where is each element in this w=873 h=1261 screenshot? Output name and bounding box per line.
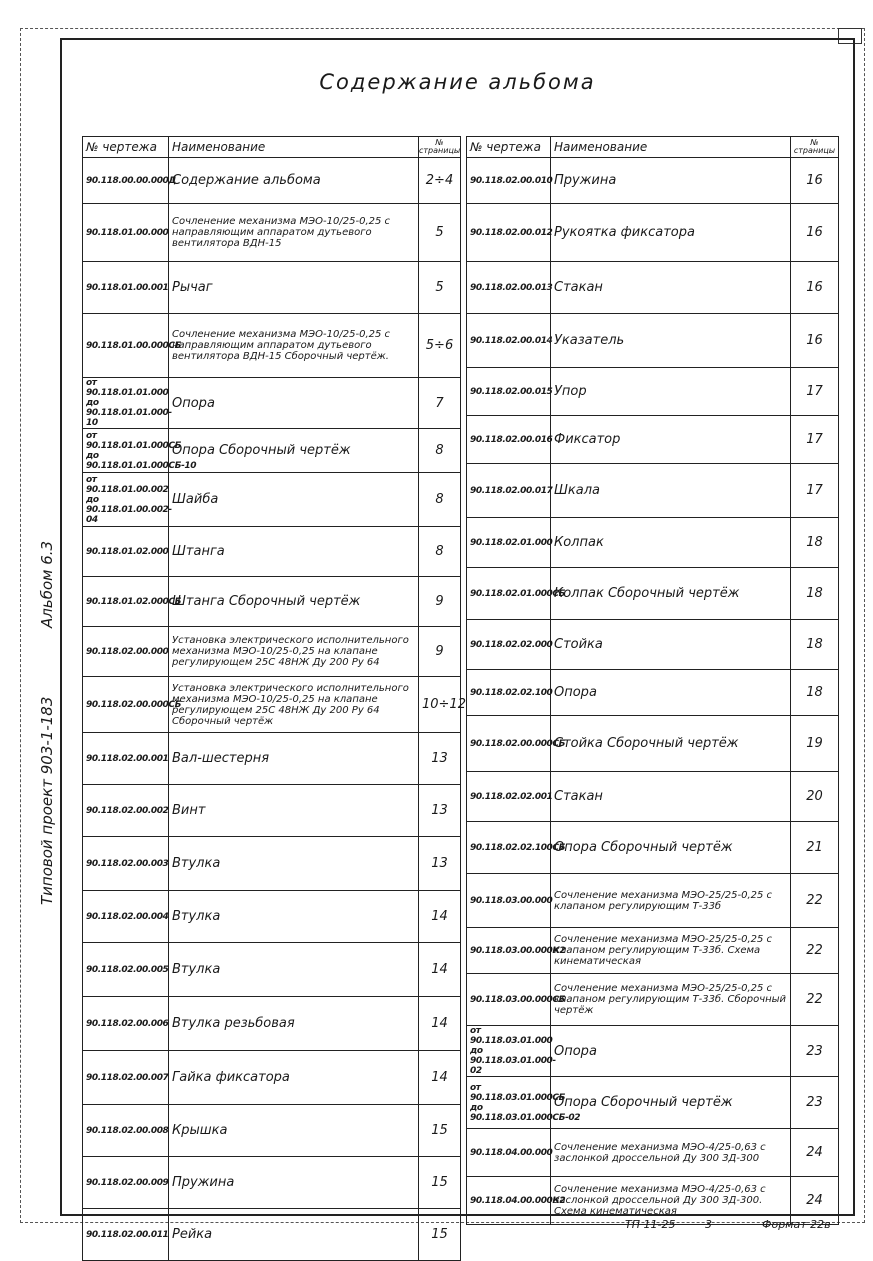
page-number: 18 [791,620,839,670]
page-number: 16 [791,314,839,368]
page-number: 9 [419,577,461,627]
page-number: 18 [791,518,839,568]
header-page: № страницы [791,137,839,158]
table-row [467,974,839,1026]
drawing-name: Опора Сборочный чертёж [169,429,419,473]
drawing-name: Опора [169,378,419,429]
right-contents-table [466,136,839,1225]
drawing-name: Гайка фиксатора [169,1051,419,1105]
table-row [467,772,839,822]
table-row [467,1077,839,1129]
drawing-number: 90.118.02.00.014 [467,314,551,368]
drawing-name: Шайба [169,473,419,527]
table-row [467,314,839,368]
page-number: 15 [419,1209,461,1261]
drawing-name: Винт [169,785,419,837]
drawing-number: 90.118.02.00.011 [83,1209,169,1261]
page-number: 18 [791,568,839,620]
drawing-name: Колпак Сборочный чертёж [551,568,791,620]
drawing-name: Сочленение механизма МЭО-4/25-0,63 с заслонкой дроссельной Ду 300 ЗД-300 [551,1129,791,1177]
drawing-number: 90.118.02.00.017 [467,464,551,518]
table-row [83,378,461,429]
drawing-number: 90.118.02.00.008 [83,1105,169,1157]
drawing-name: Сочленение механизма МЭО-4/25-0,63 с заслонкой дроссельной Ду 300 ЗД-300. Схема кинематическая [551,1177,791,1225]
page-number: 5 [419,204,461,262]
drawing-name: Упор [551,368,791,416]
page-number: 8 [419,473,461,527]
sheet-code: ТП 11-25 [625,1218,676,1231]
table-row [467,874,839,928]
drawing-name: Стакан [551,772,791,822]
page-number: 16 [791,204,839,262]
table-row [83,943,461,997]
drawing-number: 90.118.02.00.004 [83,891,169,943]
drawing-number: 90.118.02.00.002 [83,785,169,837]
drawing-name: Вал-шестерня [169,733,419,785]
drawing-number: 90.118.02.00.010 [467,158,551,204]
table-header-row [467,137,839,158]
page-number: 16 [791,262,839,314]
table-row [467,568,839,620]
drawing-number: от 90.118.01.01.000СБ до 90.118.01.01.000СБ-10 [83,429,169,473]
page-number: 18 [791,670,839,716]
drawing-name: Шкала [551,464,791,518]
page-number: 13 [419,733,461,785]
drawing-name: Втулка [169,943,419,997]
table-row [467,518,839,568]
drawing-number: 90.118.03.00.000 [467,874,551,928]
album-label: Альбом 6.3 [38,540,56,628]
drawing-name: Рукоятка фиксатора [551,204,791,262]
drawing-name: Опора [551,1026,791,1077]
table-row [83,1051,461,1105]
table-row [467,158,839,204]
left-contents-table [82,136,466,1261]
table-row [467,416,839,464]
header-name: Наименование [169,137,419,158]
table-row [83,997,461,1051]
table-row [83,314,461,378]
table-row [83,527,461,577]
drawing-name: Штанга [169,527,419,577]
table-row [467,464,839,518]
header-page: № страницы [419,137,461,158]
table-row [83,1157,461,1209]
drawing-name: Опора Сборочный чертёж [551,1077,791,1129]
table-row [467,670,839,716]
drawing-number: 90.118.01.02.000СБ [83,577,169,627]
drawing-number: 90.118.02.00.006 [83,997,169,1051]
table-row [467,928,839,974]
drawing-name: Пружина [169,1157,419,1209]
header-code: № чертежа [83,137,169,158]
header-name: Наименование [551,137,791,158]
drawing-number: 90.118.02.00.000 [83,627,169,677]
drawing-name: Пружина [551,158,791,204]
table-row [83,262,461,314]
drawing-number: 90.118.04.00.000 [467,1129,551,1177]
table-row [83,473,461,527]
table-row [83,429,461,473]
page-number: 13 [419,785,461,837]
drawing-number: 90.118.02.00.003 [83,837,169,891]
table-row [83,837,461,891]
drawing-name: Рейка [169,1209,419,1261]
page-number: 14 [419,997,461,1051]
page-number: 22 [791,928,839,974]
project-label: Типовой проект 903-1-183 [38,696,56,905]
drawing-name: Крышка [169,1105,419,1157]
drawing-number: 90.118.03.00.000СБ [467,974,551,1026]
drawing-name: Колпак [551,518,791,568]
drawing-name: Сочленение механизма МЭО-10/25-0,25 с направляющим аппаратом дутьевого вентилятора ВДН-15 Сборочный чертёж. [169,314,419,378]
page-number: 24 [791,1129,839,1177]
page-number: 15 [419,1105,461,1157]
page-number: 14 [419,943,461,997]
page-number: 2÷4 [419,158,461,204]
drawing-name: Сочленение механизма МЭО-25/25-0,25 с клапаном регулирующим Т-33б [551,874,791,928]
page-title: Содержание альбома [319,70,596,94]
table-row [83,158,461,204]
drawing-name: Втулка резьбовая [169,997,419,1051]
page-number: 14 [419,891,461,943]
page-number: 22 [791,874,839,928]
drawing-number: 90.118.03.00.000К2 [467,928,551,974]
table-row [467,204,839,262]
drawing-name: Сочленение механизма МЭО-10/25-0,25 с направляющим аппаратом дутьевого вентилятора ВДН-15 [169,204,419,262]
table-row [83,1209,461,1261]
table-row [467,262,839,314]
drawing-number: 90.118.02.00.016 [467,416,551,464]
drawing-number: 90.118.01.00.000 [83,204,169,262]
drawing-number: 90.118.01.02.000 [83,527,169,577]
drawing-name: Установка электрического исполнительного механизма МЭО-10/25-0,25 на клапане регулирующем 25С 48НЖ Ду 200 Ру 64 Сборочный чертёж [169,677,419,733]
table-row [83,627,461,677]
drawing-name: Штанга Сборочный чертёж [169,577,419,627]
table-row [83,891,461,943]
drawing-number: 90.118.02.00.009 [83,1157,169,1209]
drawing-name: Стойка [551,620,791,670]
format-label: Формат 22в [762,1218,831,1231]
drawing-number: 90.118.02.02.100СБ [467,822,551,874]
drawing-name: Втулка [169,837,419,891]
table-row [83,785,461,837]
header-code: № чертежа [467,137,551,158]
table-row [467,368,839,416]
drawing-number: 90.118.04.00.000К2 [467,1177,551,1225]
page-number: 7 [419,378,461,429]
drawing-number: 90.118.02.01.000СБ [467,568,551,620]
page-number: 17 [791,416,839,464]
drawing-number: 90.118.02.02.001 [467,772,551,822]
table-row [467,822,839,874]
table-row [467,620,839,670]
page-number: 16 [791,158,839,204]
page-number: 15 [419,1157,461,1209]
page-number: 8 [419,527,461,577]
drawing-number: от 90.118.01.01.000 до 90.118.01.01.000-10 [83,378,169,429]
drawing-number: от 90.118.03.01.000 до 90.118.03.01.000-02 [467,1026,551,1077]
table-header-row [83,137,461,158]
drawing-name: Рычаг [169,262,419,314]
page-number: 23 [791,1077,839,1129]
page-number: 5 [419,262,461,314]
drawing-number: 90.118.02.00.000СБ [83,677,169,733]
drawing-name: Втулка [169,891,419,943]
drawing-name: Стойка Сборочный чертёж [551,716,791,772]
page-number: 13 [419,837,461,891]
page-number: 23 [791,1026,839,1077]
drawing-name: Сочленение механизма МЭО-25/25-0,25 с клапаном регулирующим Т-33б. Схема кинематическая [551,928,791,974]
page-number: 17 [791,368,839,416]
page-number: 10÷12 [419,677,461,733]
drawing-number: 90.118.00.00.000Д [83,158,169,204]
table-row [83,577,461,627]
table-row [467,1129,839,1177]
drawing-number: 90.118.02.00.007 [83,1051,169,1105]
side-margin [0,0,60,1260]
drawing-name: Опора Сборочный чертёж [551,822,791,874]
table-row [83,204,461,262]
drawing-number: 90.118.02.02.000 [467,620,551,670]
table-row [467,716,839,772]
drawing-number: 90.118.02.02.100 [467,670,551,716]
table-row [83,677,461,733]
drawing-number: 90.118.02.00.001 [83,733,169,785]
table-row [83,1105,461,1157]
page-number: 9 [419,627,461,677]
drawing-name: Стакан [551,262,791,314]
drawing-number: 90.118.02.01.000 [467,518,551,568]
drawing-number: 90.118.01.00.001 [83,262,169,314]
drawing-number: 90.118.02.00.013 [467,262,551,314]
table-row [467,1026,839,1077]
drawing-name: Фиксатор [551,416,791,464]
drawing-name: Установка электрического исполнительного механизма МЭО-10/25-0,25 на клапане регулирующем 25С 48НЖ Ду 200 Ру 64 [169,627,419,677]
page-number: 8 [419,429,461,473]
drawing-number: от 90.118.03.01.000СБ до 90.118.03.01.000СБ-02 [467,1077,551,1129]
page-number: 5÷6 [419,314,461,378]
drawing-number: 90.118.02.00.012 [467,204,551,262]
page-number: 20 [791,772,839,822]
page-number: 17 [791,464,839,518]
drawing-number: от 90.118.01.00.002 до 90.118.01.00.002-04 [83,473,169,527]
drawing-name: Опора [551,670,791,716]
table-row [83,733,461,785]
drawing-name: Указатель [551,314,791,368]
drawing-name: Содержание альбома [169,158,419,204]
page-number: 21 [791,822,839,874]
page-number: 24 [791,1177,839,1225]
drawing-number: 90.118.02.00.000СБ [467,716,551,772]
drawing-number: 90.118.02.00.005 [83,943,169,997]
drawing-name: Сочленение механизма МЭО-25/25-0,25 с клапаном регулирующим Т-33б. Сборочный чертёж [551,974,791,1026]
drawing-number: 90.118.02.00.015 [467,368,551,416]
sheet-number: 3 [705,1218,712,1231]
drawing-number: 90.118.01.00.000СБ [83,314,169,378]
page-number: 14 [419,1051,461,1105]
page-number: 19 [791,716,839,772]
page-number: 22 [791,974,839,1026]
